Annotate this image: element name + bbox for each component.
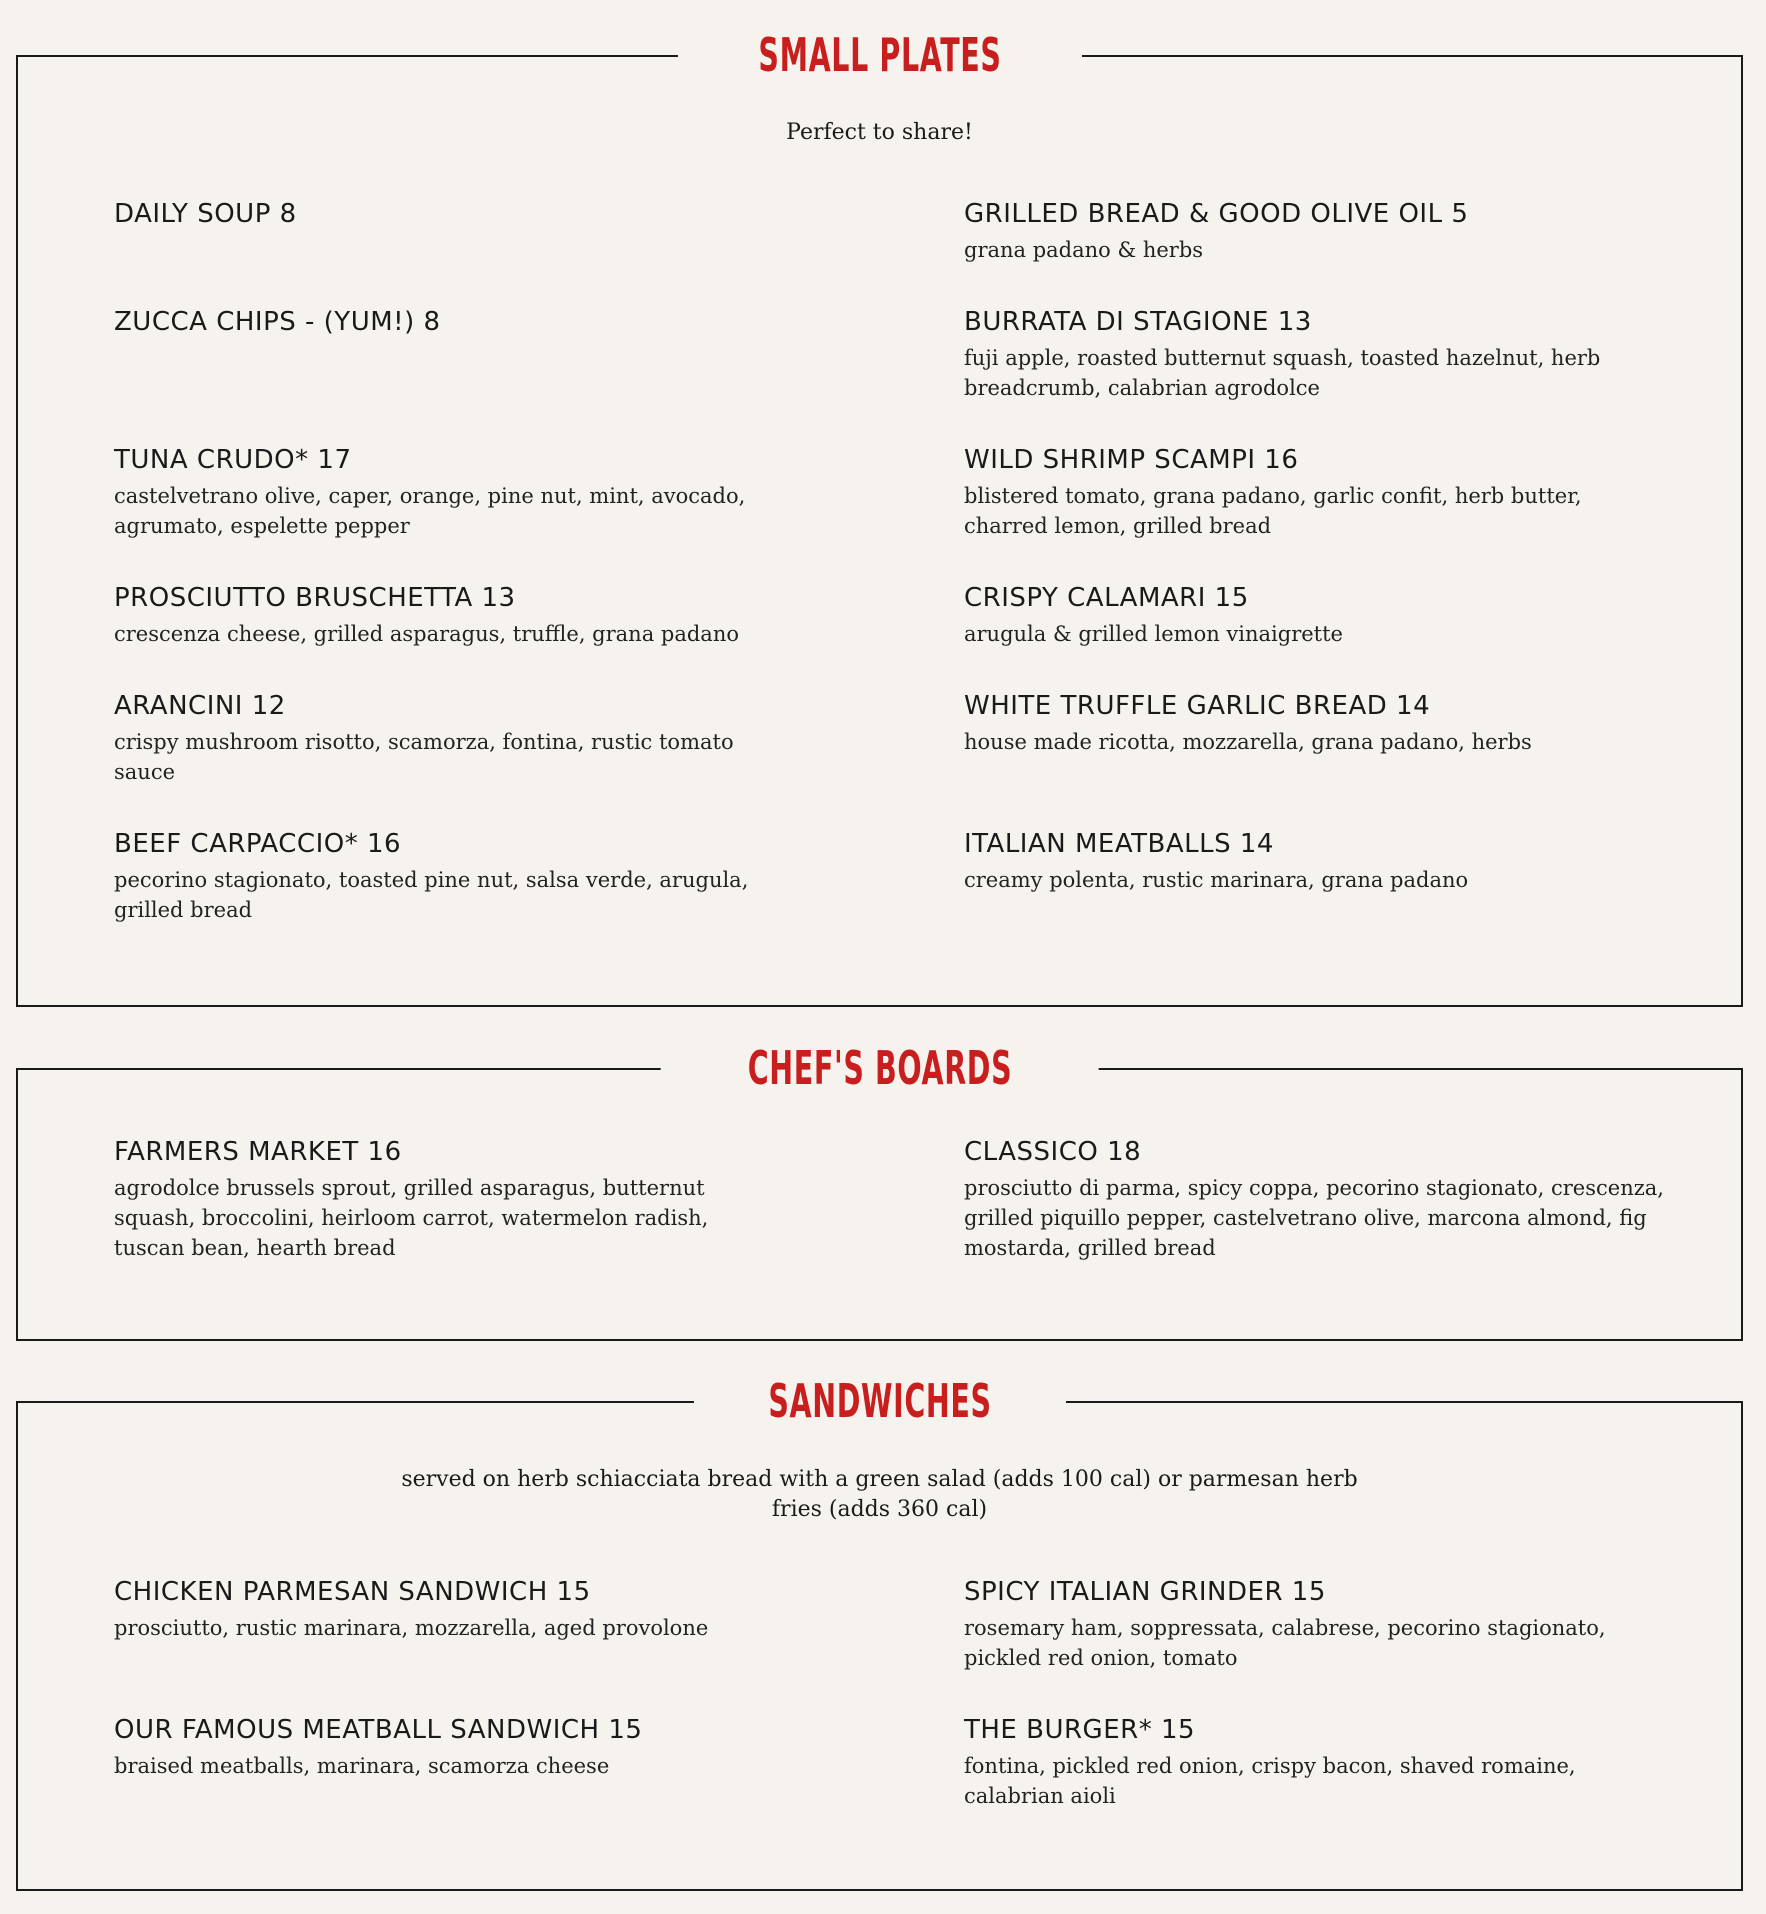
- item-description: creamy polenta, rustic marinara, grana padano: [964, 868, 1469, 892]
- menu-item-meatball-sandwich: [114, 1713, 774, 1781]
- menu-item-spicy-italian-grinder: [964, 1575, 1664, 1673]
- item-name: WHITE TRUFFLE GARLIC BREAD 14: [964, 691, 1431, 721]
- menu-item-arancini: [114, 689, 774, 787]
- item-description: house made ricotta, mozzarella, grana padano, herbs: [964, 730, 1532, 754]
- item-name: BEEF CARPACCIO* 16: [114, 829, 402, 859]
- menu-item-grilled-bread: [964, 197, 1664, 265]
- item-description: castelvetrano olive, caper, orange, pine nut, mint, avocado, agrumato, espelette pepper: [114, 484, 746, 538]
- item-description: agrodolce brussels sprout, grilled asparagus, butternut squash, broccolini, heirloom carrot, watermelon radish, tuscan bean, hearth bread: [114, 1176, 709, 1260]
- section-title: CHEF'S BOARDS: [660, 1034, 1099, 1102]
- item-name: GRILLED BREAD & GOOD OLIVE OIL 5: [964, 199, 1469, 229]
- menu-item-classico: [964, 1135, 1664, 1263]
- item-name: DAILY SOUP 8: [114, 199, 297, 229]
- item-description: pecorino stagionato, toasted pine nut, salsa verde, arugula, grilled bread: [114, 868, 749, 922]
- item-description: grana padano & herbs: [964, 238, 1204, 262]
- menu-item-farmers-market: [114, 1135, 774, 1263]
- menu-item-chicken-parmesan-sandwich: [114, 1575, 774, 1643]
- section-title: SANDWICHES: [693, 1367, 1065, 1435]
- item-description: prosciutto, rustic marinara, mozzarella, aged provolone: [114, 1616, 709, 1640]
- section-small-plates: [16, 28, 1743, 1007]
- item-name: BURRATA DI STAGIONE 13: [964, 307, 1312, 337]
- item-name: CRISPY CALAMARI 15: [964, 583, 1249, 613]
- item-name: CHICKEN PARMESAN SANDWICH 15: [114, 1577, 591, 1607]
- item-name: OUR FAMOUS MEATBALL SANDWICH 15: [114, 1715, 643, 1745]
- item-name: CLASSICO 18: [964, 1137, 1142, 1167]
- section-chefs-boards: [16, 1041, 1743, 1341]
- item-description: prosciutto di parma, spicy coppa, pecorino stagionato, crescenza, grilled piquillo pepper, castelvetrano olive, marcona almond, fig mostarda, grilled bread: [964, 1176, 1664, 1260]
- menu-item-crispy-calamari: [964, 581, 1664, 649]
- menu-item-prosciutto-bruschetta: [114, 581, 774, 649]
- menu-item-beef-carpaccio: [114, 827, 774, 925]
- section-intro: Perfect to share!: [786, 120, 973, 145]
- item-description: crispy mushroom risotto, scamorza, fontina, rustic tomato sauce: [114, 730, 734, 784]
- item-name: PROSCIUTTO BRUSCHETTA 13: [114, 583, 516, 613]
- item-name: SPICY ITALIAN GRINDER 15: [964, 1577, 1326, 1607]
- item-description: arugula & grilled lemon vinaigrette: [964, 622, 1343, 646]
- section-title: SMALL PLATES: [677, 21, 1081, 89]
- item-name: TUNA CRUDO* 17: [114, 445, 352, 475]
- menu-item-daily-soup: [114, 197, 774, 231]
- item-name: WILD SHRIMP SCAMPI 16: [964, 445, 1299, 475]
- item-name: ITALIAN MEATBALLS 14: [964, 829, 1274, 859]
- item-name: FARMERS MARKET 16: [114, 1137, 402, 1167]
- section-sandwiches: [16, 1374, 1743, 1891]
- item-description: fontina, pickled red onion, crispy bacon, shaved romaine, calabrian aioli: [964, 1754, 1576, 1808]
- item-description: crescenza cheese, grilled asparagus, truffle, grana padano: [114, 622, 739, 646]
- menu-item-tuna-crudo: [114, 443, 774, 541]
- menu-item-wild-shrimp-scampi: [964, 443, 1664, 541]
- menu-item-white-truffle-garlic-bread: [964, 689, 1664, 757]
- item-description: braised meatballs, marinara, scamorza cheese: [114, 1754, 610, 1778]
- section-intro: served on herb schiacciata bread with a green salad (adds 100 cal) or parmesan herb fries (adds 360 cal): [401, 1467, 1358, 1522]
- menu-item-the-burger: [964, 1713, 1664, 1811]
- item-name: ZUCCA CHIPS - (YUM!) 8: [114, 307, 441, 337]
- menu-item-italian-meatballs: [964, 827, 1664, 895]
- item-description: rosemary ham, soppressata, calabrese, pecorino stagionato, pickled red onion, tomato: [964, 1616, 1606, 1670]
- item-description: blistered tomato, grana padano, garlic confit, herb butter, charred lemon, grilled bread: [964, 484, 1582, 538]
- menu-item-burrata: [964, 305, 1664, 403]
- menu-item-zucca-chips: [114, 305, 774, 339]
- item-name: ARANCINI 12: [114, 691, 286, 721]
- item-name: THE BURGER* 15: [964, 1715, 1196, 1745]
- item-description: fuji apple, roasted butternut squash, toasted hazelnut, herb breadcrumb, calabrian agrodolce: [964, 346, 1601, 400]
